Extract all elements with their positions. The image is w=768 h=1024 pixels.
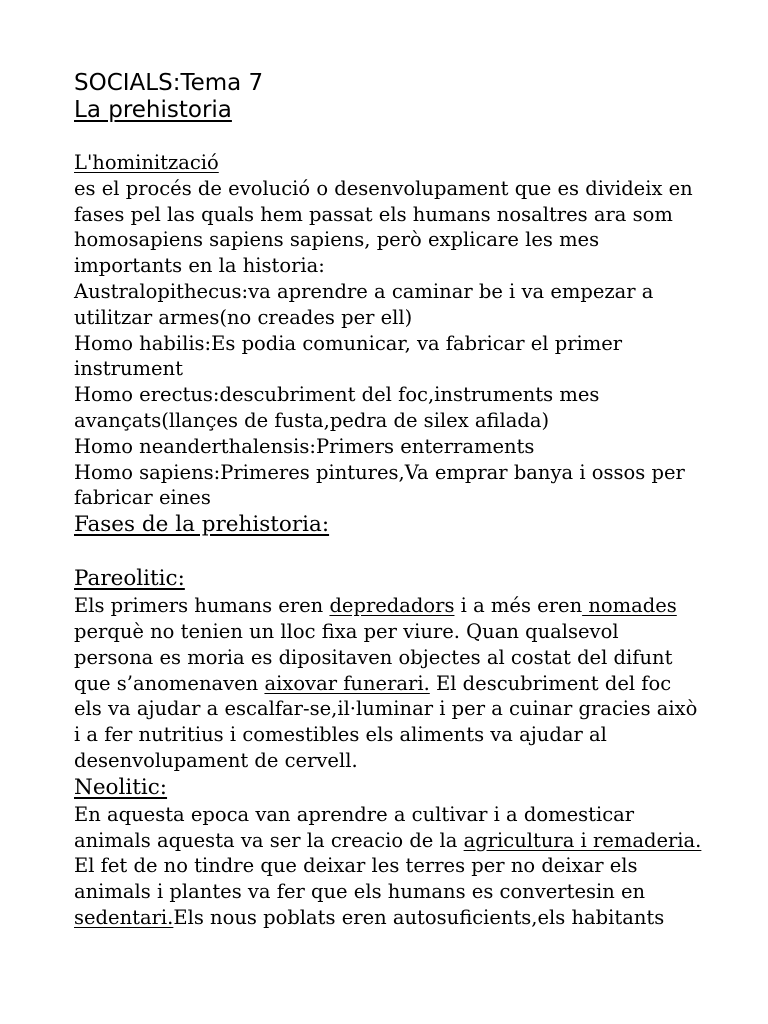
text-line: importants en la historia:	[74, 254, 325, 278]
pareolitic-section	[74, 565, 734, 774]
spacer	[74, 124, 734, 150]
text-span: El descubriment del foc	[429, 671, 672, 695]
text-span: Els nous poblats eren autosuficients,els habitants	[173, 905, 665, 929]
neolitic-section	[74, 774, 734, 931]
underlined-term: nomades	[582, 594, 677, 618]
pareolitic-heading: Pareolitic:	[74, 566, 185, 592]
text-line: El fet de no tindre que deixar les terres per no deixar els	[74, 854, 638, 878]
text-line: homosapiens sapiens sapiens, però explicare les mes	[74, 228, 600, 252]
text-line: avançats(llançes de fusta,pedra de silex afilada)	[74, 408, 550, 432]
fases-heading: Fases de la prehistoria:	[74, 512, 330, 538]
document-page	[74, 70, 734, 931]
text-line: instrument	[74, 357, 183, 381]
text-line	[74, 671, 734, 697]
text-line: fases pel las quals hem passat els humans nosaltres ara som	[74, 202, 673, 226]
text-span: que s’anomenaven	[74, 671, 265, 695]
underlined-term: depredadors	[329, 594, 455, 618]
hominitzacio-section	[74, 150, 734, 511]
hominitzacio-heading: L'hominització	[74, 151, 219, 174]
text-line: En aquesta epoca van aprendre a cultivar i a domesticar	[74, 802, 635, 826]
text-line: animals i plantes va fer que els humans es convertesin en	[74, 880, 646, 904]
subject-heading: SOCIALS:Tema 7	[74, 70, 264, 96]
text-line: fabricar eines	[74, 486, 211, 510]
text-line: Homo habilis:Es podia comunicar, va fabricar el primer	[74, 331, 623, 355]
spacer	[74, 539, 734, 565]
text-line: utilitzar armes(no creades per ell)	[74, 305, 413, 329]
text-line: perquè no tenien un lloc fixa per viure. Quan qualsevol	[74, 619, 619, 643]
text-line: els va ajudar a escalfar-se,il·luminar i per a cuinar gracies això	[74, 697, 698, 721]
text-line: Homo sapiens:Primeres pintures,Va emprar banya i ossos per	[74, 460, 685, 484]
text-line: es el procés de evolució o desenvolupament que es divideix en	[74, 176, 693, 200]
underlined-term: agricultura i remaderia.	[463, 828, 702, 852]
underlined-term: aixovar funerari.	[264, 671, 430, 695]
text-span: animals aquesta va ser la creacio de la	[74, 828, 464, 852]
text-line	[74, 828, 734, 854]
page-title: La prehistoria	[74, 97, 232, 123]
text-line: i a fer nutritius i comestibles els aliments va ajudar al	[74, 723, 607, 747]
underlined-term: sedentari.	[74, 905, 174, 929]
text-line	[74, 905, 734, 931]
text-line: Australopithecus:va aprendre a caminar be i va empezar a	[74, 279, 654, 303]
text-line: Homo erectus:descubriment del foc,instruments mes	[74, 383, 600, 407]
text-line: Homo neanderthalensis:Primers enterraments	[74, 434, 535, 458]
text-line: desenvolupament de cervell.	[74, 748, 358, 772]
text-line: persona es moria es dipositaven objectes al costat del difunt	[74, 645, 673, 669]
text-span: Els primers humans eren	[74, 594, 330, 618]
text-line	[74, 593, 734, 619]
text-span: i a més eren	[454, 594, 583, 618]
neolitic-heading: Neolitic:	[74, 774, 168, 800]
